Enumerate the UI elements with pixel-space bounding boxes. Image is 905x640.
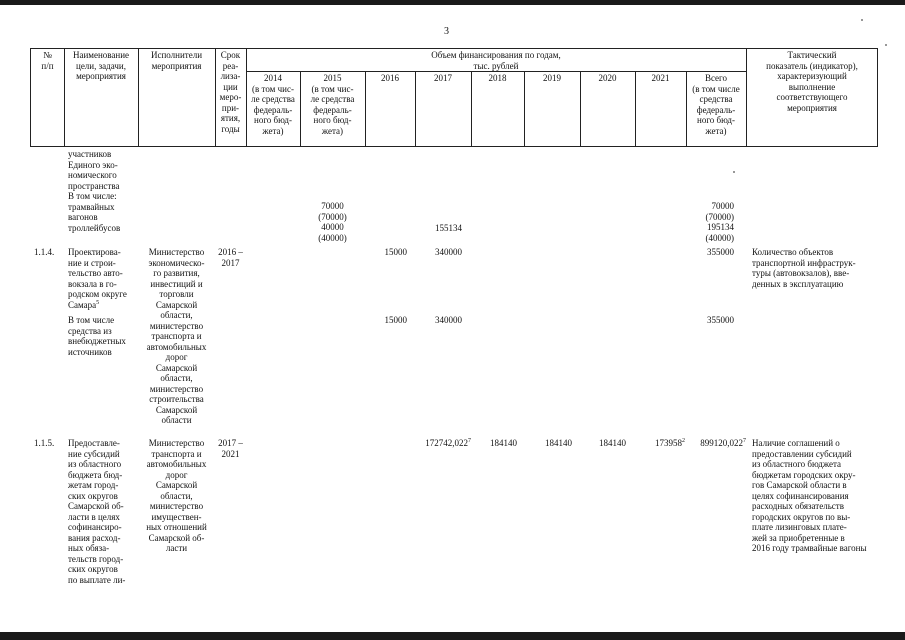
header-num: № п/п [41,50,54,71]
header-total: Всего (в том числе средства федераль- ного бюд- жета) [692,73,740,136]
header-2019: 2019 [543,73,561,83]
row-114-executors: Министерство экономическо- го развития, инвестиций и торговли Самарской области, министерство транспорта и автомобильных дорог Самарской области, министерство строительства Самарской области [146,247,207,425]
row-114-number: 1.1.4. [34,247,55,257]
row-114-2016-offbudget: 15000 [384,315,407,325]
row-115-2018: 184140 [490,438,517,448]
row-115-indicator: Наличие соглашений о предоставлении субсидий из областного бюджета бюджетам городских окру- гов Самарской области в целях софинансирования расходных обязательств городских округов по вы- плате лизинговых плате- жей за приобретенные в 2016 году трамвайные вагоны [752,438,867,553]
header-name: Наименование цели, задачи, мероприятия [72,50,130,81]
header-2018: 2018 [488,73,507,83]
row-114-name-extra: В том числе средства из внебюджетных источников [68,315,126,357]
scan-speck [733,171,735,173]
cont-row-2015: 70000 (70000) 40000 (40000) [318,201,347,243]
top-border [0,0,905,5]
cont-row-total: 70000 (70000) 195134 (40000) [705,201,734,243]
header-2021: 2021 [651,73,670,83]
row-115-name: Предоставле- ние субсидий из областного бюджета бюд- жетам город- ских округов Самарской об- ласти в целях софинансиро- вания расход- ных обяза- тельств город- ских округов по выплате ли- [68,438,126,585]
header-2020: 2020 [598,73,617,83]
header-2017: 2017 [434,73,452,83]
row-114-2017: 340000 [435,247,462,257]
row-114-total: 355000 [707,247,734,257]
row-114-total-offbudget: 355000 [707,315,734,325]
row-115-executors: Министерство транспорта и автомобильных дорог Самарской области, министерство имуществен- ных отношений Самарской об- ласти [146,438,207,553]
row-115-2021: 173958$^2$ [655,438,685,448]
row-114-2016: 15000 [384,247,407,257]
row-114-name: Проектирова- ние и строи- тельство авто- вокзала в го- родском округе Самара$^5$ [68,247,127,310]
row-115-term: 2017 – 2021 [218,438,243,459]
scan-speck [861,19,863,21]
row-115-2017: 172742,022$^7$ [425,438,471,448]
scan-speck [885,44,887,46]
header-indicator: Тактический показатель (индикатор), характеризующий выполнение соответствующего мероприятия [766,50,858,113]
page-number: 3 [444,26,449,37]
row-114-2017-offbudget: 340000 [435,315,462,325]
header-2015: 2015 (в том чис- ле средства федераль- ного бюд- жета) [310,73,355,136]
row-115-2020: 184140 [599,438,626,448]
row-114-indicator: Количество объектов транспортной инфраструк- туры (автовокзалов), вве- денных в эксплуатацию [752,247,856,289]
header-term: Срок реа- лиза- ции меро- при- ятия, годы [219,50,242,134]
header-executors: Исполнители мероприятия [150,50,203,71]
row-115-total: 899120,022$^7$ [700,438,746,448]
bottom-border [0,632,905,640]
cont-row-2017: 155134 [435,223,462,233]
header-2014: 2014 (в том чис- ле средства федераль- ного бюд- жета) [251,73,295,136]
cont-row-name: участников Единого эко- номического пространства В том числе: трамвайных вагонов троллейбусов [68,149,121,233]
header-funding: Объем финансирования по годам, тыс. рублей [431,50,561,71]
row-114-term: 2016 – 2017 [218,247,243,268]
row-115-2019: 184140 [545,438,572,448]
header-2016: 2016 [381,73,399,83]
row-115-number: 1.1.5. [34,438,55,448]
